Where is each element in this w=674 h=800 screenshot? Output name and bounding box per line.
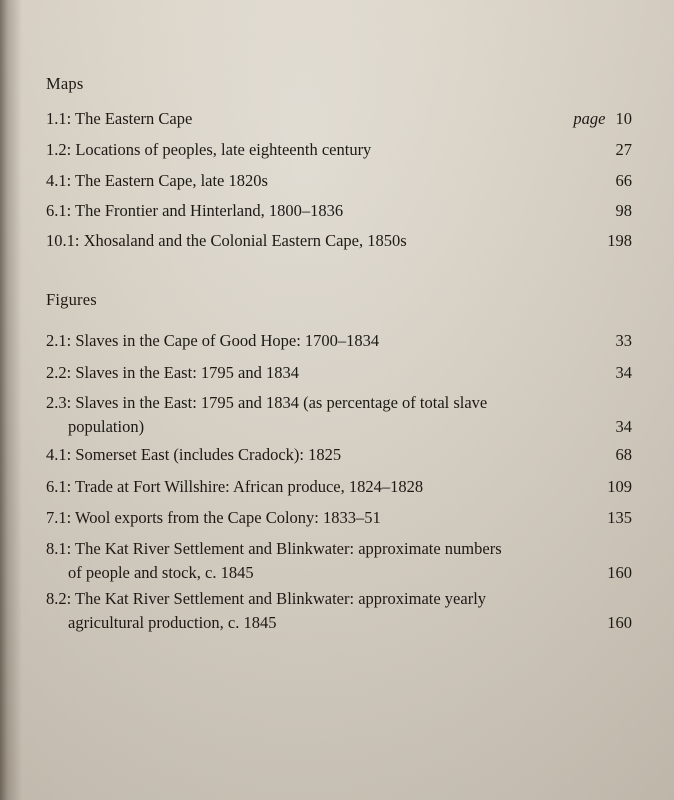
map-entry-page: 198 — [607, 231, 632, 250]
figure-entry-label: 2.1: Slaves in the Cape of Good Hope: 1700–1834 — [46, 331, 380, 350]
figure-entry-label: 7.1: Wool exports from the Cape Colony: 1833–51 — [46, 508, 381, 527]
figure-entry-page: 160 — [607, 613, 632, 632]
figure-entry-label: 8.1: The Kat River Settlement and Blinkwater: approximate numbers — [46, 539, 502, 558]
figure-entry-page: 33 — [615, 331, 632, 350]
figure-entry-label-continued: population) — [68, 417, 145, 436]
map-entry-label: 6.1: The Frontier and Hinterland, 1800–1836 — [46, 201, 344, 220]
figures-heading: Figures — [46, 290, 97, 309]
maps-heading: Maps — [46, 74, 84, 93]
figure-entry-label-continued: agricultural production, c. 1845 — [68, 613, 277, 632]
map-entry-label: 10.1: Xhosaland and the Colonial Eastern Cape, 1850s — [46, 231, 407, 250]
figure-entry-label: 4.1: Somerset East (includes Cradock): 1825 — [46, 445, 342, 464]
figure-entry-page: 135 — [607, 508, 632, 527]
figure-entry-label: 6.1: Trade at Fort Willshire: African produce, 1824–1828 — [46, 477, 424, 496]
figure-entry-label: 2.2: Slaves in the East: 1795 and 1834 — [46, 363, 299, 382]
figure-entry-label-continued: of people and stock, c. 1845 — [68, 563, 254, 582]
figure-entry-page: 34 — [615, 363, 632, 382]
figure-entry-page: 68 — [615, 445, 632, 464]
map-entry-page — [573, 108, 632, 130]
map-entry-page: 66 — [615, 171, 632, 190]
map-entry-label: 4.1: The Eastern Cape, late 1820s — [46, 171, 268, 190]
figure-entry-page: 109 — [607, 477, 632, 496]
map-entry-page: 98 — [615, 201, 632, 220]
figure-entry-label: 8.2: The Kat River Settlement and Blinkwater: approximate yearly — [46, 589, 487, 608]
map-entry-label: 1.1: The Eastern Cape — [46, 109, 193, 128]
page-word: page — [573, 109, 606, 128]
figure-entry-page: 160 — [607, 563, 632, 582]
figure-entry-label: 2.3: Slaves in the East: 1795 and 1834 (as percentage of total slave — [46, 393, 488, 412]
page-number: 10 — [615, 109, 632, 128]
map-entry-label: 1.2: Locations of peoples, late eighteenth century — [46, 140, 372, 159]
figure-entry-page: 34 — [615, 417, 632, 436]
map-entry-page: 27 — [615, 140, 632, 159]
